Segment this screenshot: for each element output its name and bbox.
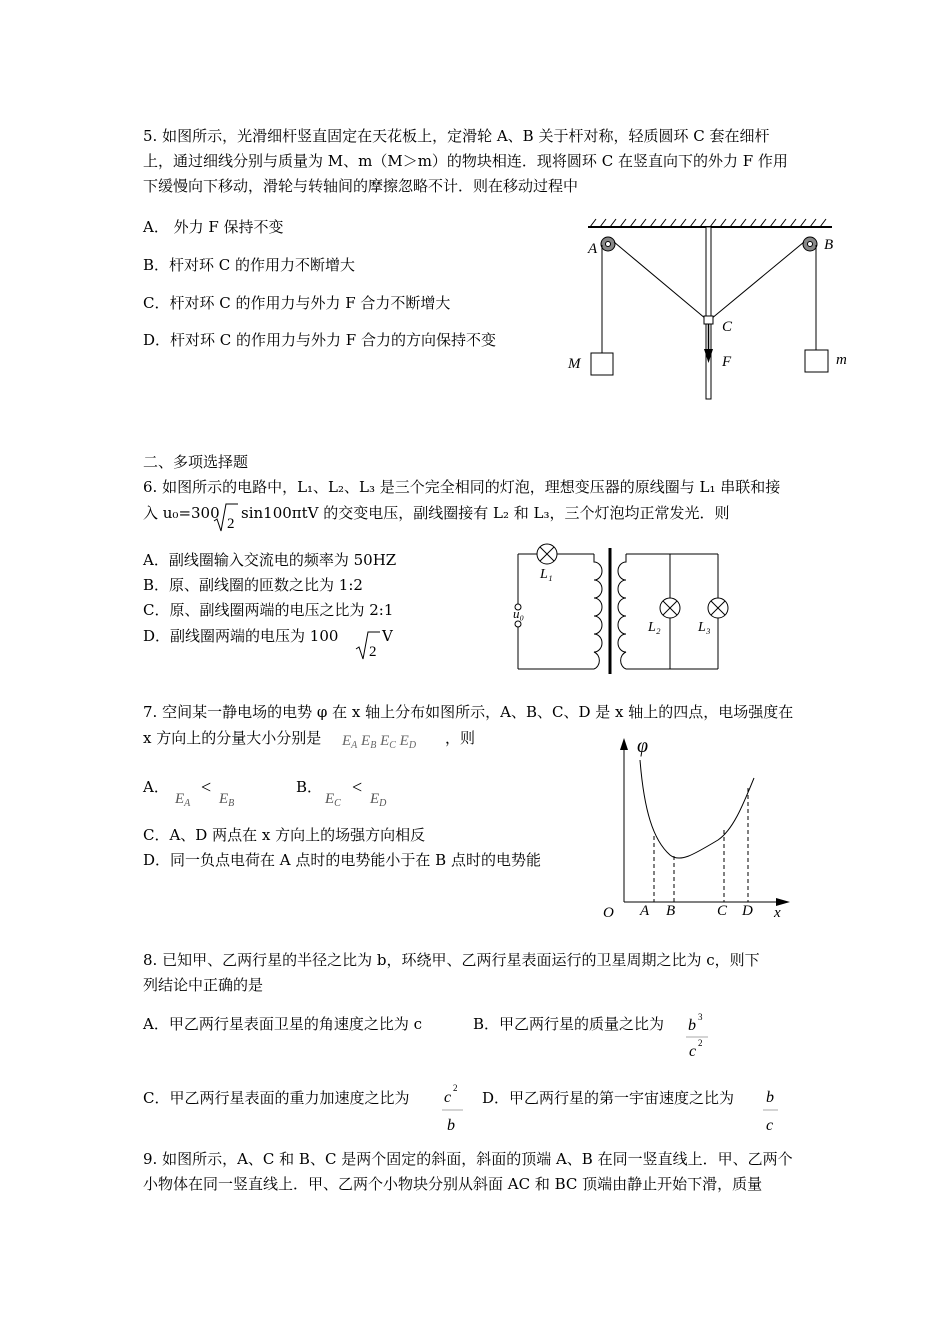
potential-curve bbox=[640, 760, 754, 858]
numerator: c bbox=[444, 1089, 452, 1106]
ceiling-hatch bbox=[588, 219, 832, 227]
q8-fraction-b3-c2 bbox=[684, 1008, 714, 1060]
block-m-small bbox=[805, 350, 828, 372]
q8-option-d: D．甲乙两行星的第一宇宙速度之比为 bbox=[482, 1089, 735, 1107]
less-than-sign: < bbox=[352, 777, 363, 797]
tick-b: B bbox=[666, 903, 676, 919]
q7-line2: x 方向上的分量大小分别是 bbox=[143, 729, 322, 747]
q9-line2: 小物体在同一竖直线上．甲、乙两个小物块分别从斜面 AC 和 BC 顶端由静止开始下滑，质量 bbox=[143, 1175, 763, 1193]
q7-option-b-label: B． bbox=[296, 778, 323, 796]
q6-transformer-circuit bbox=[510, 540, 770, 675]
label-l1: L₁ bbox=[540, 567, 553, 582]
lamp-l3-icon bbox=[708, 598, 728, 618]
q5-option-a: A． 外力 F 保持不变 bbox=[143, 218, 284, 236]
denominator: c bbox=[766, 1117, 774, 1134]
tick-d: D bbox=[742, 903, 753, 919]
q7-line2-end: ，则 bbox=[445, 729, 476, 747]
q6-line1: 6. 如图所示的电路中，L₁、L₂、L₃ 是三个完全相同的灯泡，理想变压器的原线圈与 L₁ 串联和接 bbox=[143, 478, 781, 496]
label-big-m: M bbox=[568, 356, 581, 372]
q6-line2-start: 入 u₀=300 bbox=[143, 504, 220, 522]
q7-option-c: C．A、D 两点在 x 方向上的场强方向相反 bbox=[143, 826, 426, 844]
sqrt-icon bbox=[355, 629, 381, 661]
q5-option-d: D．杆对环 C 的作用力与外力 F 合力的方向保持不变 bbox=[143, 331, 496, 349]
exponent: 2 bbox=[453, 1083, 458, 1093]
label-origin: O bbox=[603, 905, 614, 921]
label-l2: L₂ bbox=[648, 620, 661, 635]
q7-line1: 7. 空间某一静电场的电势 φ 在 x 轴上分布如图所示，A、B、C、D 是 x 轴上的四点，电场强度在 bbox=[143, 703, 794, 721]
sqrt-radicand: 2 bbox=[369, 644, 377, 660]
denominator: c bbox=[689, 1043, 697, 1060]
q8-option-b: B．甲乙两行星的质量之比为 bbox=[473, 1015, 665, 1033]
denominator: b bbox=[447, 1117, 455, 1134]
terminal-bottom bbox=[515, 621, 521, 627]
lamp-l2-icon bbox=[660, 598, 680, 618]
tick-c: C bbox=[717, 903, 728, 919]
q6-option-d-unit: V bbox=[382, 627, 393, 645]
label-x: x bbox=[774, 905, 781, 921]
y-axis-arrow-icon bbox=[620, 738, 628, 750]
q6-line2-end: sin100πtV 的交变电压，副线圈接有 L₂ 和 L₃，三个灯泡均正常发光．则 bbox=[241, 504, 730, 522]
label-l3: L₃ bbox=[698, 620, 711, 635]
label-b: B bbox=[824, 237, 834, 253]
vertical-rod bbox=[706, 227, 711, 399]
q5-option-c: C．杆对环 C 的作用力与外力 F 合力不断增大 bbox=[143, 294, 451, 312]
sqrt-icon bbox=[213, 501, 239, 533]
q8-line2: 列结论中正确的是 bbox=[143, 976, 264, 994]
q6-option-a: A．副线圈输入交流电的频率为 50HZ bbox=[143, 551, 397, 569]
q8-option-a: A．甲乙两行星表面卫星的角速度之比为 c bbox=[143, 1015, 423, 1033]
q7-field-symbols: $E_A$ $E_B$ $E_C$ $E_D$ bbox=[342, 733, 417, 751]
label-small-m: m bbox=[836, 352, 847, 368]
q5-option-b: B．杆对环 C 的作用力不断增大 bbox=[143, 256, 356, 274]
numerator: b bbox=[688, 1017, 696, 1034]
q5-line1: 5. 如图所示，光滑细杆竖直固定在天花板上，定滑轮 A、B 关于杆对称，轻质圆环 C 套在细杆 bbox=[143, 127, 770, 145]
q6-option-c: C．原、副线圈两端的电压之比为 2:1 bbox=[143, 601, 394, 619]
q5-line3: 下缓慢向下移动，滑轮与转轴间的摩擦忽略不计．则在移动过程中 bbox=[143, 177, 579, 195]
label-c: C bbox=[722, 319, 733, 335]
label-a: A bbox=[588, 241, 598, 257]
q5-pulley-figure bbox=[568, 215, 850, 405]
q8-fraction-b-c bbox=[762, 1080, 782, 1134]
block-m-large bbox=[591, 353, 613, 375]
label-f: F bbox=[722, 354, 732, 370]
exponent: 2 bbox=[698, 1038, 703, 1048]
q7-option-a-label: A． bbox=[143, 778, 169, 796]
q7-option-d: D．同一负点电荷在 A 点时的电势能小于在 B 点时的电势能 bbox=[143, 851, 541, 869]
force-arrow-icon bbox=[704, 349, 713, 363]
sqrt-radicand: 2 bbox=[227, 516, 235, 532]
exponent: 3 bbox=[698, 1012, 703, 1022]
q8-line1: 8. 已知甲、乙两行星的半径之比为 b，环绕甲、乙两行星表面运行的卫星周期之比为 c，则下 bbox=[143, 951, 760, 969]
q6-option-d-start: D．副线圈两端的电压为 100 bbox=[143, 627, 339, 645]
section-heading: 二、多项选择题 bbox=[143, 453, 249, 471]
q6-option-b: B．原、副线圈的匝数之比为 1:2 bbox=[143, 576, 363, 594]
label-phi: φ bbox=[637, 735, 649, 757]
label-u0: u₀ bbox=[513, 606, 525, 621]
q7-potential-graph bbox=[598, 730, 798, 925]
lamp-l1-icon bbox=[537, 544, 557, 564]
numerator: b bbox=[766, 1089, 774, 1106]
less-than-sign: < bbox=[201, 777, 212, 797]
ring-c bbox=[704, 316, 713, 324]
q8-option-c: C．甲乙两行星表面的重力加速度之比为 bbox=[143, 1089, 410, 1107]
q9-line1: 9. 如图所示，A、C 和 B、C 是两个固定的斜面，斜面的顶端 A、B 在同一竖直线上．甲、乙两个 bbox=[143, 1150, 793, 1168]
q8-fraction-c2-b bbox=[441, 1080, 467, 1134]
q5-line2: 上，通过细线分别与质量为 M、m（M＞m）的物块相连．现将圆环 C 在竖直向下的外力 F 作用 bbox=[143, 152, 788, 170]
tick-a: A bbox=[640, 903, 650, 919]
